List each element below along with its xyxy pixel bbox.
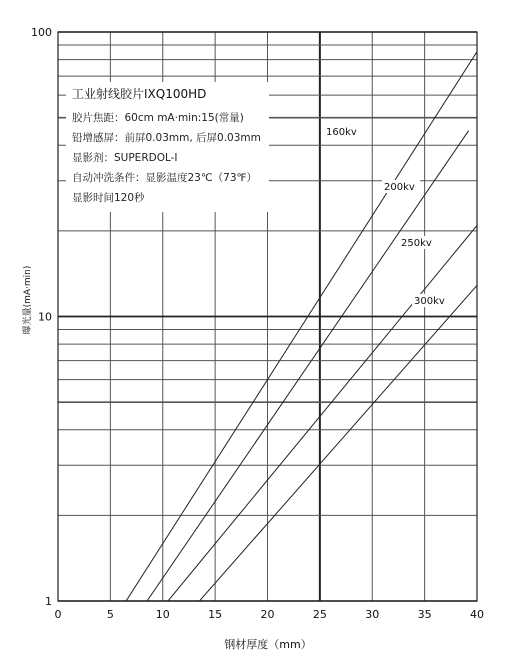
series-label-300kv: 300kv — [414, 296, 445, 307]
x-tick-label: 40 — [470, 608, 484, 621]
annotation-line: 铅增感屏：前屏0.03mm, 后屏0.03mm — [72, 132, 261, 144]
y-tick-label: 1 — [45, 595, 52, 608]
y-axis-title: 曝光量(mA·min) — [23, 265, 33, 335]
annotation-line: 胶片焦距：60cm mA·min:15(常量) — [72, 112, 244, 124]
x-tick-label: 25 — [312, 608, 327, 621]
x-tick-label: 15 — [208, 608, 223, 621]
y-tick-label: 100 — [31, 26, 52, 39]
series-label-250kv: 250kv — [401, 238, 432, 249]
y-tick-label: 10 — [38, 310, 52, 324]
x-tick-label: 5 — [106, 608, 114, 621]
series-label-160kv: 160kv — [326, 127, 357, 138]
x-axis-title: 钢材厚度（mm） — [224, 638, 312, 651]
x-tick-label: 20 — [260, 608, 275, 621]
x-tick-label: 30 — [365, 608, 380, 621]
x-tick-label: 10 — [155, 608, 170, 621]
annotation-title: 工业射线胶片IXQ100HD — [72, 87, 207, 101]
series-label-200kv: 200kv — [384, 182, 415, 193]
x-tick-label: 35 — [417, 608, 432, 621]
annotation-line: 显影剂：SUPERDOL-I — [72, 152, 178, 164]
annotation-line: 显影时间120秒 — [72, 192, 145, 204]
series-line-300kv — [199, 279, 482, 601]
annotation-line: 自动冲洗条件：显影温度23℃（73℉） — [72, 172, 258, 184]
x-tick-label: 0 — [54, 608, 62, 621]
